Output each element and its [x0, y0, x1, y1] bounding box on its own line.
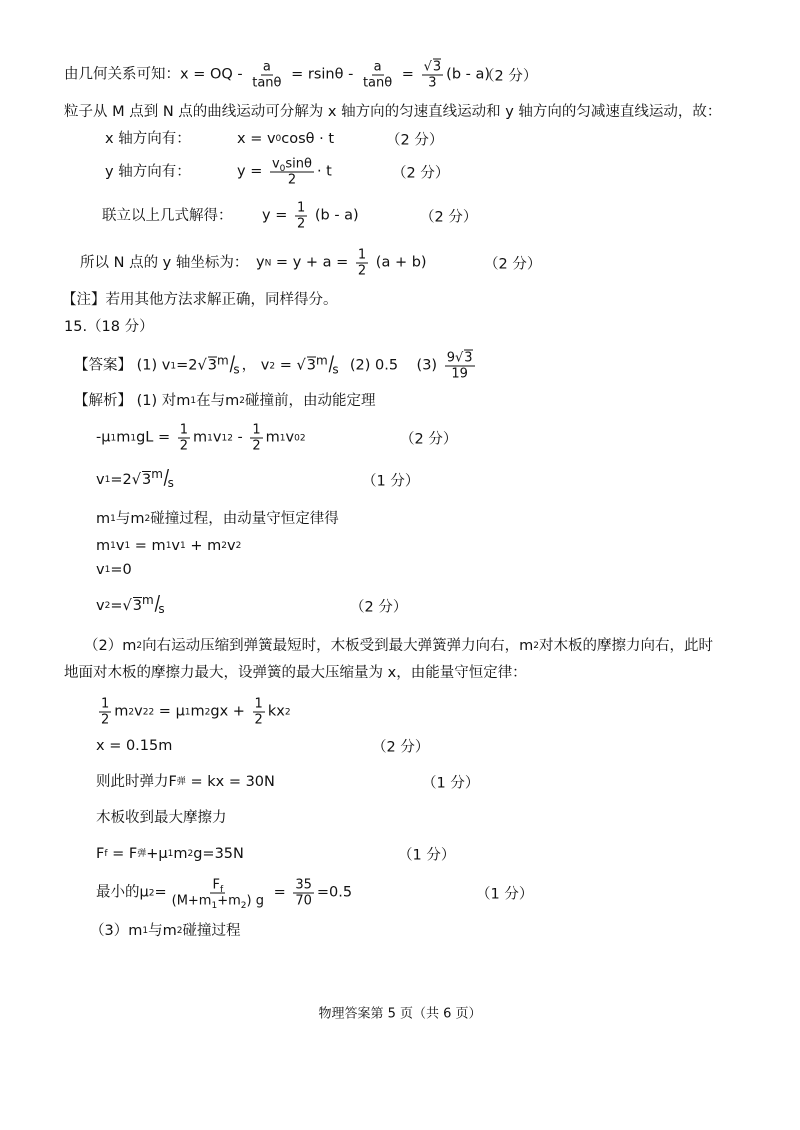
eq-momentum: m 1 v 1 = m 1 v 1 + m 2 v 2: [96, 537, 242, 554]
fraction: [170, 877, 266, 912]
text: 木板收到最大摩擦力: [96, 809, 227, 826]
numerator: [270, 158, 314, 173]
text: 1: [296, 200, 306, 216]
label-y-axis: [105, 165, 191, 180]
text: = F: [107, 845, 138, 862]
fraction: [356, 249, 368, 278]
text: y 轴方向有：: [105, 163, 191, 180]
text: = m: [130, 537, 166, 554]
fraction: [178, 424, 190, 453]
text: 1: [179, 422, 188, 438]
question-15-header: [64, 320, 154, 335]
unit-den: s: [332, 362, 339, 376]
text-collision: m 1 与m 2 碰撞过程，由动量守恒定律得: [96, 510, 339, 527]
text-decomposition: [64, 105, 721, 120]
radicand: 3: [141, 471, 152, 488]
text: 粒子从 M 点到 N 点的曲线运动可分解为 x 轴方向的匀速直线运动和 y 轴方向的匀减速直线运动，故：: [64, 103, 722, 120]
unit-m-per-s: [315, 351, 341, 376]
text: y =: [262, 207, 292, 224]
score: （1 分）: [362, 473, 420, 490]
text: = kx = 30N: [185, 773, 275, 790]
radical-sign: √: [197, 357, 207, 374]
text: tanθ: [362, 75, 393, 91]
text: (2) 0.5 (3): [340, 357, 442, 374]
denominator: [449, 367, 470, 381]
eq-v1-prime: v 1 =0: [96, 561, 132, 578]
text: 70: [295, 893, 312, 909]
fraction: [361, 61, 394, 90]
text: v: [115, 537, 125, 554]
text: (M+m: [171, 893, 212, 909]
subscript: 1: [211, 901, 218, 912]
text: v: [134, 703, 143, 720]
text: 与m: [115, 510, 145, 527]
sqrt: [296, 359, 315, 374]
text: +m: [217, 893, 241, 909]
denominator: [170, 893, 266, 912]
text: v: [226, 537, 236, 554]
note: [62, 293, 338, 308]
eq-x-result: [96, 739, 172, 754]
unit-slash: /: [163, 465, 169, 489]
text: 碰撞过程，由动量守恒定律得: [150, 510, 339, 527]
score: （2 分）: [400, 431, 458, 448]
text: + m: [185, 537, 222, 554]
text: 在与m: [196, 392, 240, 409]
numerator: [250, 424, 262, 439]
part3-line: （3）m 1 与m 2 碰撞过程: [90, 922, 241, 939]
text: kx: [267, 703, 285, 720]
text: m: [116, 429, 131, 446]
text: ， v: [241, 357, 270, 374]
text: 19: [451, 366, 468, 382]
eq-energy: $\frac{1}{2}$ m 2 v 2 2 = μ 1 m 2 gx + $\frac{1}{2}$ kx 2: [101, 696, 291, 728]
eq-friction: F f = F 弹 +μ 1 m 2 g=35N: [96, 845, 244, 862]
text: =: [397, 66, 419, 83]
text: a: [373, 59, 382, 75]
fraction: [293, 879, 314, 908]
text: = μ: [154, 703, 185, 720]
text: 1: [252, 422, 261, 438]
sqrt: [122, 599, 141, 614]
text: v: [285, 429, 295, 446]
text: 向右运动压缩到弹簧最短时，木板受到最大弹簧弹力向右，m: [142, 637, 534, 654]
analysis-line: 【解析】 (1) 对m 1 在与m 2 碰撞前，由动能定理: [74, 392, 376, 409]
text: 2: [252, 438, 261, 454]
numerator: [422, 61, 444, 76]
fraction: [250, 61, 283, 90]
numerator: [295, 202, 307, 217]
text: 1: [254, 696, 263, 712]
numerator: [99, 698, 111, 713]
text: a: [262, 59, 271, 75]
text: · t: [316, 163, 332, 180]
radical-sign: √: [423, 59, 432, 75]
radicand: 3: [306, 357, 316, 374]
radicand: 3: [464, 350, 473, 366]
text: =2: [176, 357, 198, 374]
text: 1: [357, 247, 367, 263]
fraction: [295, 202, 307, 231]
score: （2 分）: [350, 599, 408, 616]
fraction: [422, 61, 444, 90]
text: v: [96, 471, 105, 488]
sqrt: [197, 359, 216, 374]
radical-sign: √: [122, 597, 132, 614]
text: 联立以上几式解得：: [102, 207, 233, 224]
text: 2: [357, 263, 367, 279]
score: （2 分）: [420, 209, 478, 226]
text: =: [268, 884, 291, 901]
text: ) g: [246, 893, 264, 909]
part2-line1: （2）m 2 向右运动压缩到弹簧最短时，木板受到最大弹簧弹力向右，m 2 对木板的摩擦力向右，此时: [84, 637, 713, 654]
text: 【注】若用其他方法求解正确，同样得分。: [62, 291, 338, 308]
text: 2: [254, 712, 263, 728]
denominator: [361, 76, 394, 90]
text: v: [271, 156, 280, 172]
text: cosθ · t: [281, 130, 335, 147]
text: x = v: [237, 130, 276, 147]
sqrt: [455, 351, 473, 366]
subscript: 0: [279, 164, 286, 175]
denominator: [286, 173, 298, 187]
text: m: [193, 429, 208, 446]
text: gx +: [210, 703, 250, 720]
score: （1 分）: [422, 775, 480, 792]
sqrt: [132, 473, 151, 488]
text: 所以 N 点的 y 轴坐标为：: [80, 254, 249, 271]
eq-x: x = v 0 cosθ · t: [237, 130, 335, 147]
text-max-friction: [96, 811, 227, 826]
denominator: [356, 264, 368, 278]
unit-slash: /: [328, 351, 334, 375]
text: v: [96, 597, 105, 614]
radical-sign: √: [131, 471, 141, 488]
eq-v1: v 1 =2 √3 m / s: [96, 465, 174, 490]
score: （2 分）: [372, 739, 430, 756]
text: 地面对木板的摩擦力最大，设弹簧的最大压缩量为 x，由能量守恒定律：: [64, 664, 527, 681]
eq-min-mu: 最小的μ 2 = $\frac{F_f}{(M+m_1+m_2) g}$ = $\frac{35}{70}$ =0.5: [96, 877, 353, 912]
numerator: [445, 352, 475, 367]
text: =0: [110, 561, 132, 578]
unit-num: m: [151, 467, 163, 481]
radicand: 3: [432, 59, 442, 75]
score: （2 分）: [484, 256, 542, 273]
text: -: [232, 429, 248, 446]
unit-den: s: [167, 476, 174, 490]
text: 【答案】 (1) v: [74, 357, 171, 374]
fraction: [253, 698, 265, 727]
numerator: [253, 698, 265, 713]
text: g=35N: [193, 845, 244, 862]
score: （2 分）: [386, 132, 444, 149]
numerator: [372, 61, 384, 76]
text: (a + b): [371, 254, 427, 271]
denominator: [250, 76, 283, 90]
unit-slash: /: [229, 351, 235, 375]
fraction: [250, 424, 262, 453]
unit-den: s: [233, 362, 240, 376]
eq-kinetic-energy: -μ 1 m 1 gL = $\frac{1}{2}$ m 1 v 1 2 - $\frac{1}{2}$ m 1 v 0 2: [96, 422, 306, 454]
denominator: [293, 894, 314, 908]
fraction: [270, 158, 314, 187]
score: （2 分）: [392, 165, 450, 182]
text: 【解析】 (1) 对m: [74, 392, 191, 409]
text: x = 0.15m: [96, 737, 173, 754]
label-x-axis: [105, 132, 191, 147]
text: x 轴方向有：: [105, 130, 191, 147]
text: F: [212, 877, 220, 893]
sqrt: [424, 60, 442, 75]
denominator: [253, 713, 265, 727]
text: 与m: [148, 922, 177, 939]
text: m: [190, 703, 205, 720]
text: m: [173, 845, 188, 862]
text: =: [275, 357, 297, 374]
numerator: [356, 249, 368, 264]
numerator: [210, 879, 225, 894]
text: 2: [296, 216, 306, 232]
page-footer: 物理答案第 5 页（共 6 页）: [318, 1006, 482, 1022]
text: 碰撞过程: [182, 922, 241, 939]
score: （1 分）: [398, 847, 456, 864]
text: =: [154, 884, 167, 901]
numerator: [261, 61, 273, 76]
text: = y + a =: [271, 254, 353, 271]
unit-slash: /: [154, 591, 160, 615]
score: （1 分）: [476, 886, 534, 903]
text: gL =: [136, 429, 175, 446]
unit-num: m: [315, 353, 328, 367]
label-yn: [80, 256, 248, 271]
text: =: [110, 597, 123, 614]
text: 2: [101, 712, 110, 728]
part2-line2: [64, 666, 527, 681]
text: sinθ: [285, 156, 312, 172]
text: 最小的μ: [96, 884, 149, 901]
eq-y-result: [262, 202, 359, 231]
eq-yn: y N = y + a = $\frac{1}{2}$ (a + b): [256, 247, 427, 279]
radical-sign: √: [454, 350, 464, 366]
text: m: [96, 537, 111, 554]
text: +μ: [146, 845, 168, 862]
text: (b - a): [446, 66, 491, 83]
numerator: [293, 879, 314, 894]
text: tanθ: [252, 75, 282, 91]
text: v: [171, 537, 181, 554]
unit-m-per-s: [216, 351, 242, 376]
eq-spring-force: 则此时弹力F 弹 = kx = 30N: [96, 773, 275, 790]
radical-sign: √: [296, 357, 306, 374]
text: m: [114, 703, 129, 720]
text: = rsinθ -: [286, 66, 358, 83]
radicand: 3: [132, 597, 142, 614]
text: y: [256, 254, 265, 271]
text: =2: [110, 471, 132, 488]
unit-num: m: [216, 353, 229, 367]
denominator: [178, 439, 190, 453]
text: m: [96, 510, 111, 527]
unit-m-per-s: [151, 465, 176, 490]
text: v: [212, 429, 222, 446]
answer-line: 【答案】 (1) v 1 =2 √3 m / s ， v 2 = √3 m / s (2) 0.5 (3) $\frac{9√3}{19}$: [74, 350, 473, 382]
text: (b - a): [310, 207, 359, 224]
text: =0.5: [316, 884, 353, 901]
text: y =: [237, 163, 267, 180]
text: 2: [179, 438, 188, 454]
text: 对木板的摩擦力向右，此时: [538, 637, 713, 654]
text: 由几何关系可知：x = OQ -: [64, 66, 248, 83]
text: （3）m: [90, 922, 143, 939]
text: 2: [287, 172, 297, 188]
subscript: f: [219, 885, 224, 896]
text: 碰撞前，由动能定理: [244, 392, 376, 409]
fraction: [99, 698, 111, 727]
text: （2）m: [84, 637, 137, 654]
text: -μ: [96, 429, 111, 446]
denominator: [250, 439, 262, 453]
text: F: [96, 845, 105, 862]
radicand: 3: [207, 357, 217, 374]
text: 1: [101, 696, 110, 712]
eq-v2: v 2 = √3 m / s: [96, 591, 165, 616]
unit-m-per-s: [141, 591, 167, 616]
text: 15.（18 分）: [64, 318, 154, 335]
eq-geometry: [64, 61, 490, 90]
score: （2 分）: [480, 68, 538, 85]
denominator: [99, 713, 111, 727]
eq-y: [237, 158, 332, 187]
denominator: [295, 217, 307, 231]
label-solve: [102, 209, 233, 224]
text: 则此时弹力F: [96, 773, 177, 790]
numerator: [178, 424, 190, 439]
text: 9: [446, 350, 455, 366]
text: 3: [428, 75, 437, 91]
fraction: [445, 352, 475, 381]
text: v: [96, 561, 105, 578]
unit-den: s: [158, 602, 165, 616]
denominator: [426, 76, 438, 90]
unit-num: m: [141, 593, 154, 607]
subscript: 2: [240, 901, 247, 912]
text: m: [265, 429, 280, 446]
text: 35: [295, 877, 312, 893]
